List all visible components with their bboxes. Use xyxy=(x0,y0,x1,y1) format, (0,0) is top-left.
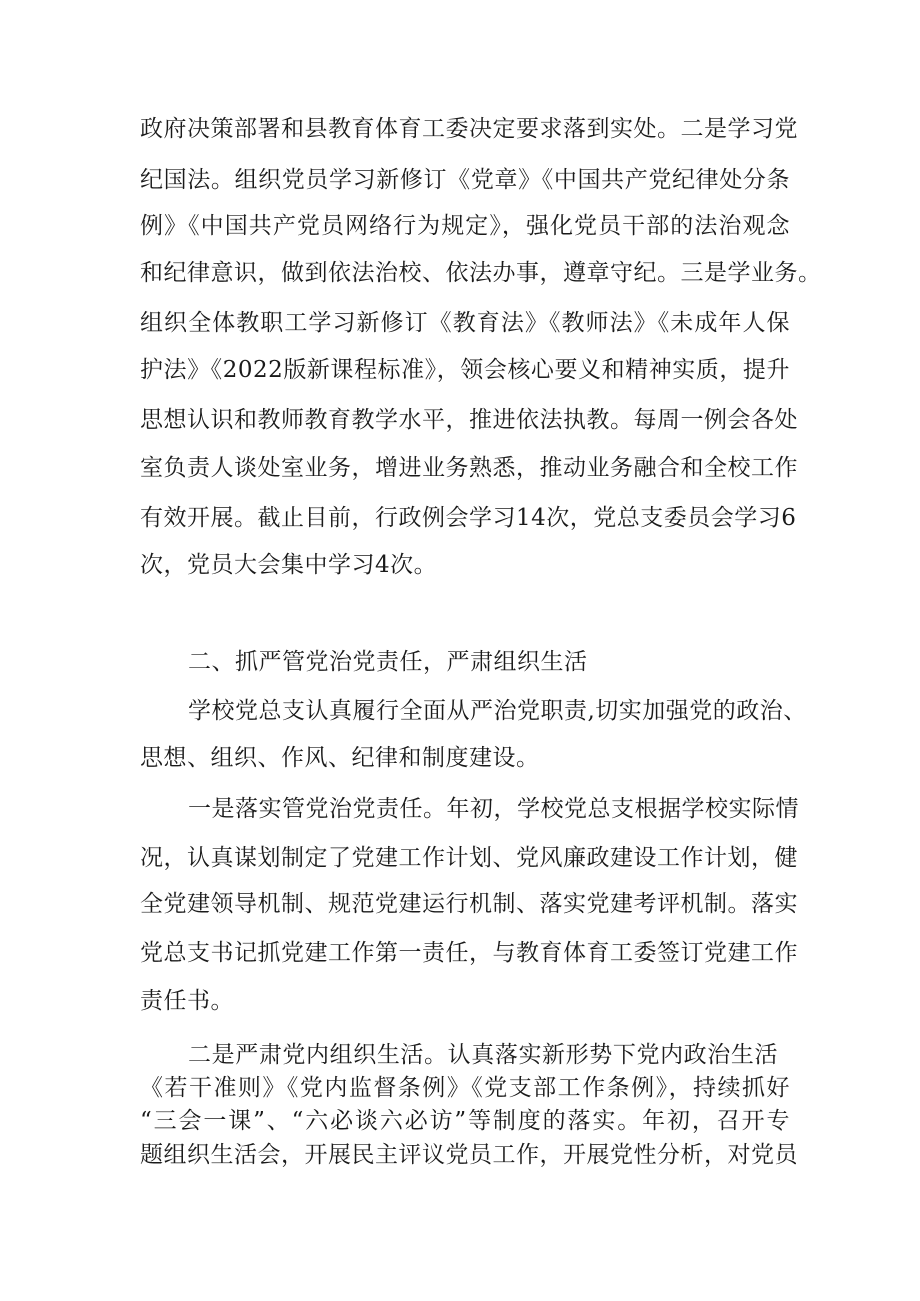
text-line: 思想认识和教师教育教学水平，推进依法执教。每周一例会各处 xyxy=(140,407,798,433)
text-line: 学校党总支认真履行全面从严治党职责,切实加强党的政治、 xyxy=(188,698,807,724)
text-line: 例》《中国共产党员网络行为规定》，强化党员干部的法治观念 xyxy=(140,213,790,239)
text-line: 思想、组织、作风、纪律和制度建设。 xyxy=(140,745,540,771)
text-line: 况，认真谋划制定了党建工作计划、党风廉政建设工作计划，健 xyxy=(140,845,798,871)
text-line: 《若干准则》《党内监督条例》《党支部工作条例》，持续抓好 xyxy=(140,1075,790,1101)
text-line: 全党建领导机制、规范党建运行机制、落实党建考评机制。落实 xyxy=(140,891,798,917)
text-line: 党总支书记抓党建工作第一责任，与教育体育工委签订党建工作 xyxy=(140,940,798,966)
text-line: 次，党员大会集中学习4次。 xyxy=(140,552,438,578)
text-line: 纪国法。组织党员学习新修订《党章》《中国共产党纪律处分条 xyxy=(140,167,790,193)
text-line: 二是严肃党内组织生活。认真落实新形势下党内政治生活 xyxy=(188,1042,778,1068)
text-line: “三会一课”、“六必谈六必访”等制度的落实。年初，召开专 xyxy=(140,1108,790,1134)
text-line: 一是落实管党治党责任。年初，学校党总支根据学校实际情 xyxy=(188,796,799,822)
text-line: 室负责人谈处室业务，增进业务熟悉，推动业务融合和全校工作 xyxy=(140,455,798,481)
section-heading: 二、抓严管党治党责任，严肃组织生活 xyxy=(188,649,588,675)
text-line: 题组织生活会，开展民主评议党员工作，开展党性分析，对党员 xyxy=(140,1142,798,1168)
text-line: 和纪律意识，做到依法治校、依法办事，遵章守纪。三是学业务。 xyxy=(140,260,822,286)
text-line: 责任书。 xyxy=(140,988,234,1014)
text-line: 组织全体教职工学习新修订《教育法》《教师法》《未成年人保 xyxy=(140,310,790,336)
text-line: 护法》《2022版新课程标准》，领会核心要义和精神实质，提升 xyxy=(140,357,790,383)
text-line: 有效开展。截止目前，行政例会学习14次，党总支委员会学习6 xyxy=(140,505,797,531)
text-line: 政府决策部署和县教育体育工委决定要求落到实处。二是学习党 xyxy=(140,116,798,142)
